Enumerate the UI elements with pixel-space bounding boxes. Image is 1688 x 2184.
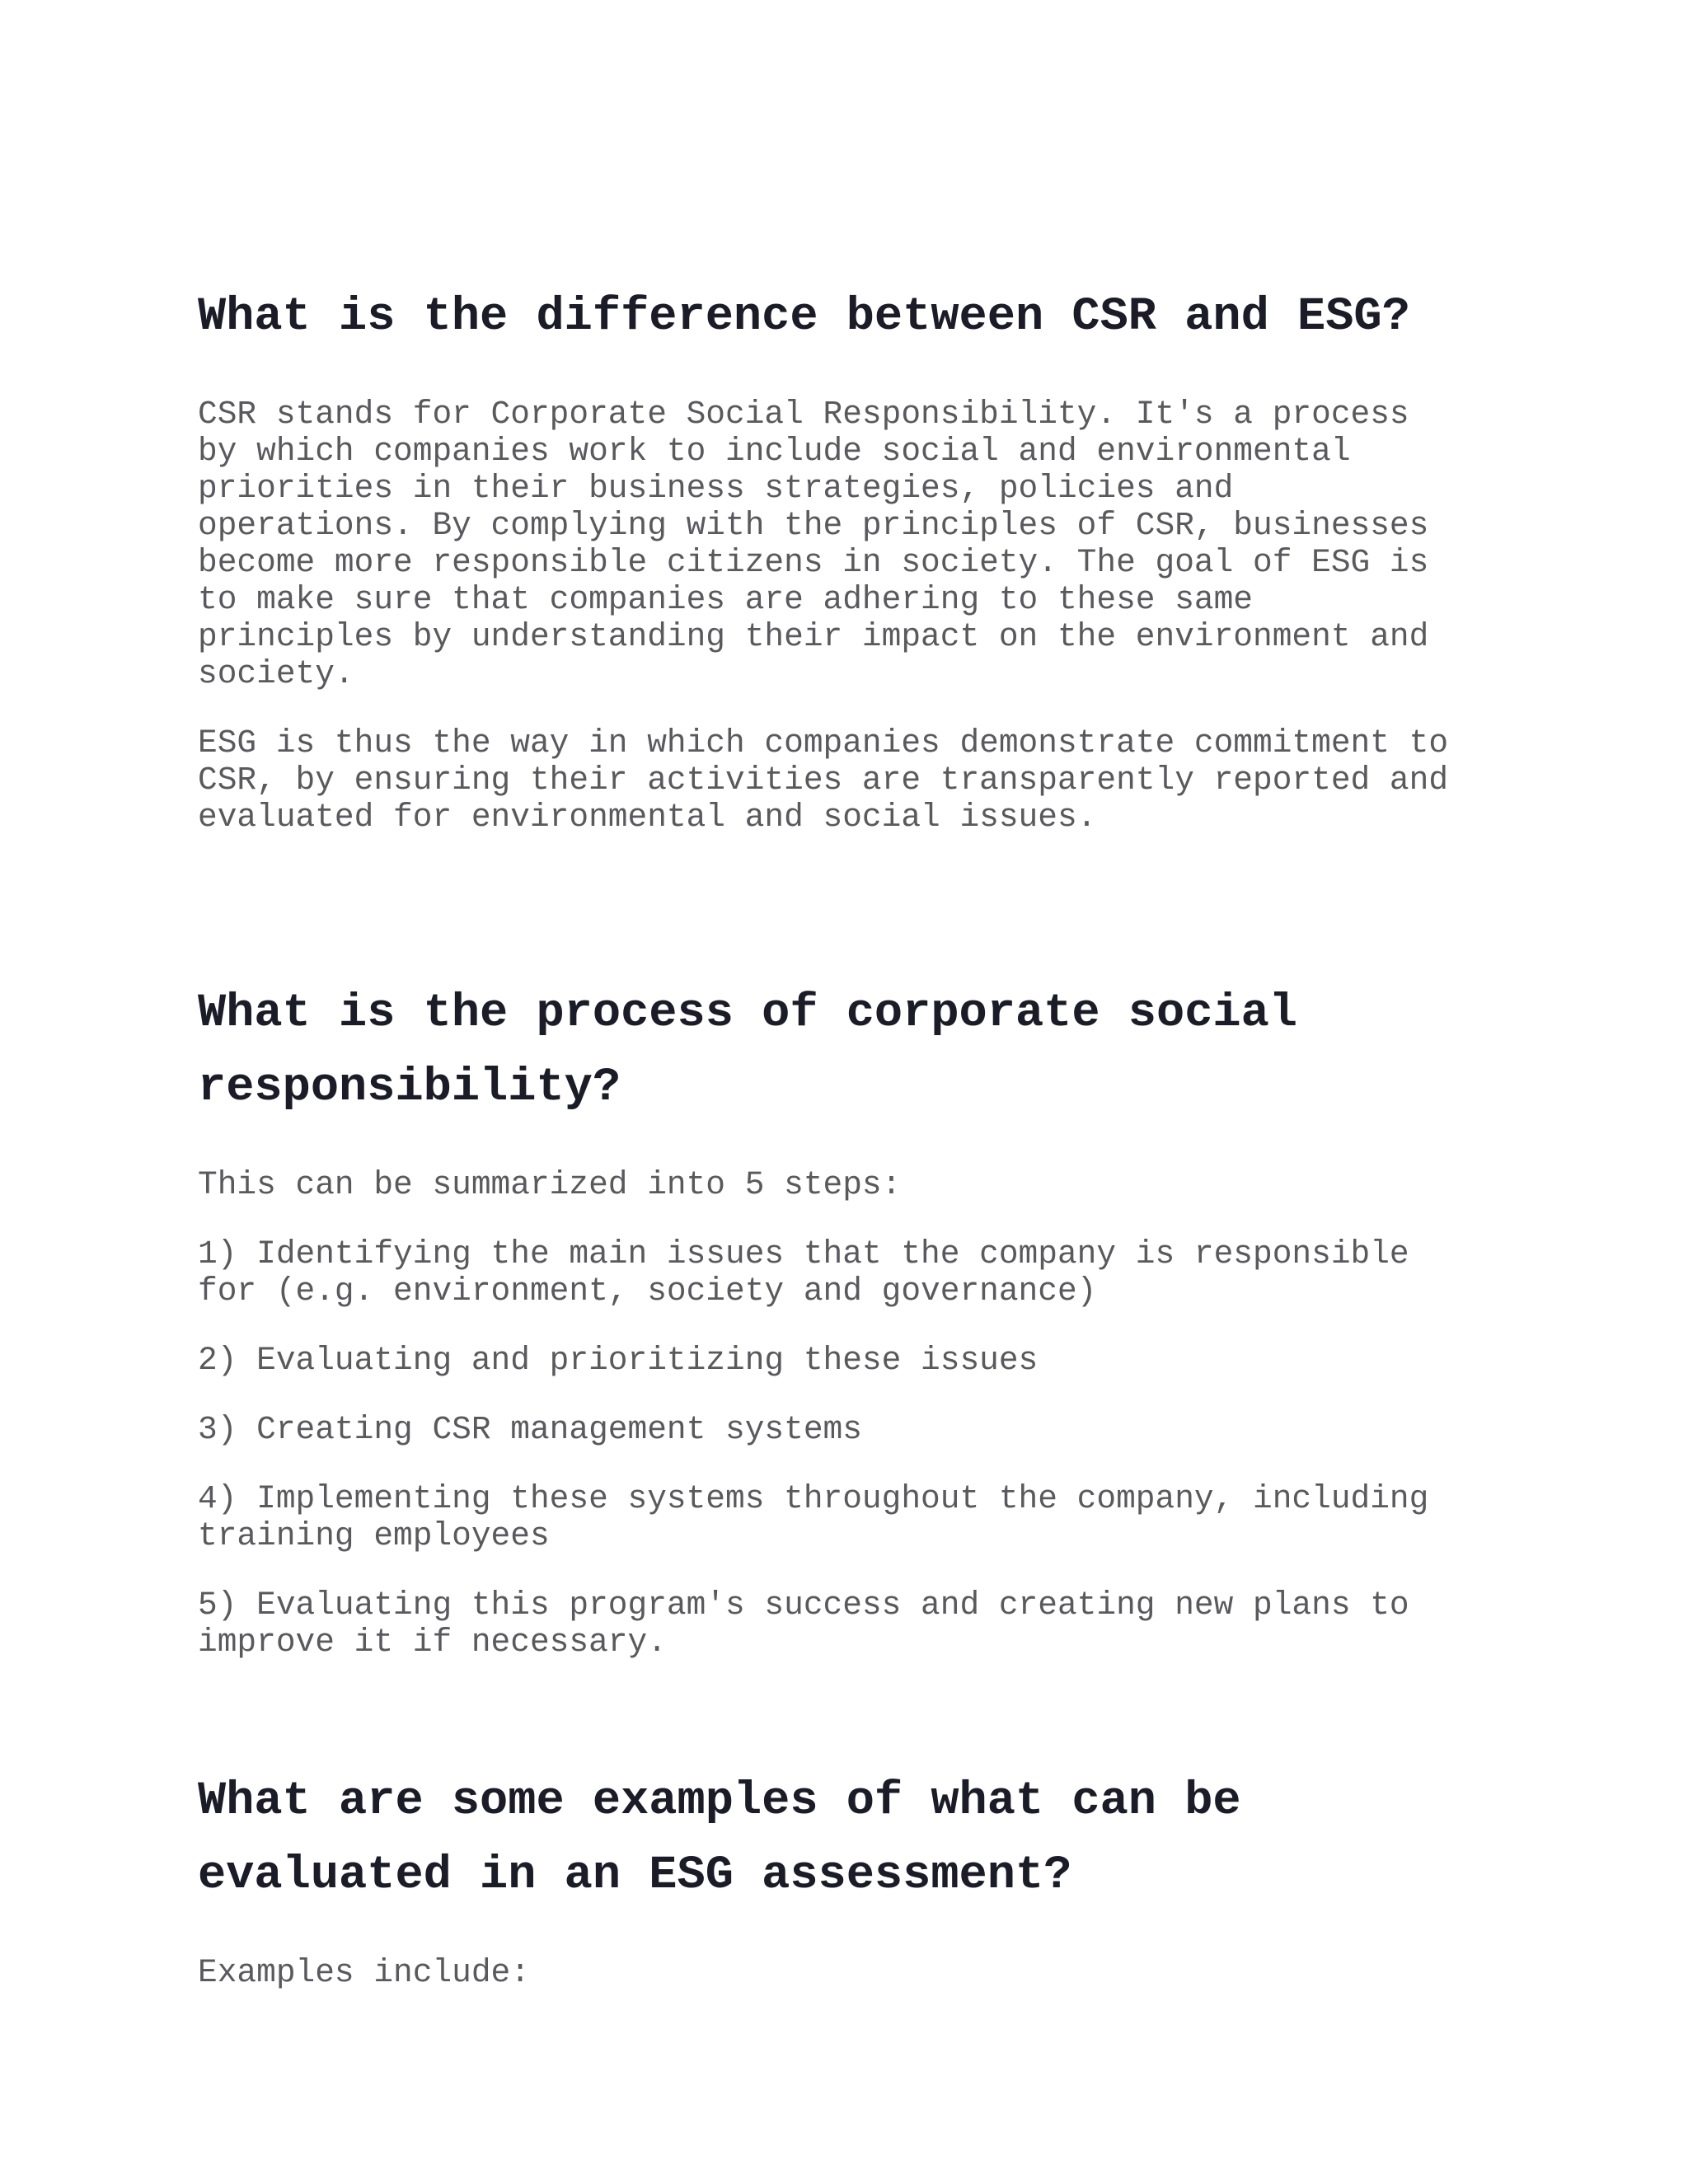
paragraph: ESG is thus the way in which companies demonstrate commitment to CSR, by ensuring their activities are transparently reported and evaluated for environmental and social issues. [198,724,1449,836]
section-esg-examples [198,1765,1492,1991]
list-item: 4) Implementing these systems throughout the company, including training employees [198,1480,1429,1554]
list-item: 2) Evaluating and prioritizing these issues [198,1342,1039,1379]
paragraph: This can be summarized into 5 steps: [198,1166,902,1203]
paragraph: CSR stands for Corporate Social Responsibility. It's a process by which companies work to include social and environmental priorities in their business strategies, policies and operations. By complying with the principles of CSR, businesses become more responsible citizens in society. The goal of ESG is to make sure that companies are adhering to these same principles by understanding their impact on the environment and society. [198,396,1429,692]
paragraph: Examples include: [198,1954,530,1991]
section-csr-process [198,977,1492,1661]
list-item: 5) Evaluating this program's success and creating new plans to improve it if necessary. [198,1586,1409,1661]
section-heading: What are some examples of what can be evaluated in an ESG assessment? [198,1775,1241,1902]
list-item: 1) Identifying the main issues that the company is responsible for (e.g. environment, society and governance) [198,1235,1409,1310]
document-content [198,280,1492,1991]
list-item: 3) Creating CSR management systems [198,1411,862,1448]
section-heading: What is the process of corporate social responsibility? [198,987,1298,1114]
section-csr-vs-esg [198,280,1492,836]
section-heading: What is the difference between CSR and ESG? [198,291,1410,344]
